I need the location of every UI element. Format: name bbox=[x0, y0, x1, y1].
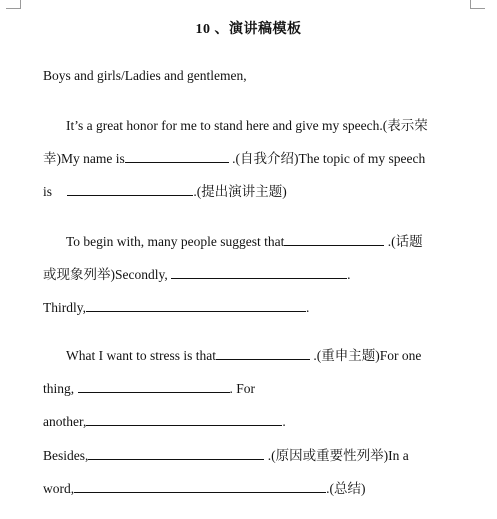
paragraph-3-text-4a: Besides, bbox=[43, 448, 89, 463]
paragraph-3-text-2b: . For bbox=[229, 381, 256, 396]
paragraph-1-line-1 bbox=[66, 117, 428, 135]
greeting-line: Boys and girls/Ladies and gentlemen, bbox=[43, 68, 247, 83]
stress-blank[interactable] bbox=[216, 346, 310, 360]
document-title: 10 、演讲稿模板 bbox=[195, 22, 302, 37]
name-blank[interactable] bbox=[125, 149, 229, 163]
paragraph-1-line-2 bbox=[43, 149, 425, 168]
thirdly-blank[interactable] bbox=[86, 298, 306, 312]
paragraph-3-text-5b: .(总结) bbox=[326, 481, 366, 496]
paragraph-3-text-4b: .(原因或重要性列举)In a bbox=[264, 448, 409, 463]
paragraph-1-line-3 bbox=[43, 182, 287, 201]
paragraph-3-text-1a: What I want to stress is that bbox=[66, 348, 216, 363]
paragraph-2-text-2b: . bbox=[347, 267, 351, 282]
paragraph-2-text-3a: Thirdly, bbox=[43, 300, 86, 315]
suggestion-blank[interactable] bbox=[284, 232, 384, 246]
paragraph-2-line-1 bbox=[66, 232, 423, 251]
paragraph-2-text-1b: .(话题 bbox=[384, 234, 423, 249]
paragraph-3-line-2 bbox=[43, 379, 255, 398]
paragraph-3-text-3b: . bbox=[282, 414, 286, 429]
paragraph-3-text-2a: thing, bbox=[43, 381, 78, 396]
for-one-thing-blank[interactable] bbox=[78, 379, 230, 393]
paragraph-3-text-3a: another, bbox=[43, 414, 87, 429]
paragraph-3-line-4 bbox=[43, 446, 409, 465]
page-corner-mark-left bbox=[6, 0, 21, 9]
paragraph-1-text-1: It’s a great honor for me to stand here and give my speech.(表示荣 bbox=[66, 118, 428, 133]
paragraph-2-text-3b: . bbox=[306, 300, 310, 315]
page-corner-mark-right bbox=[470, 0, 485, 9]
paragraph-1-text-3b: .(提出演讲主题) bbox=[193, 184, 287, 199]
topic-blank[interactable] bbox=[67, 182, 193, 196]
paragraph-2-line-3 bbox=[43, 298, 309, 317]
paragraph-1-text-3a: is bbox=[43, 184, 56, 199]
paragraph-1-text-2a: 幸)My name is bbox=[43, 151, 125, 166]
paragraph-3-text-1b: .(重申主题)For one bbox=[309, 348, 422, 363]
paragraph-3-text-5a: word, bbox=[43, 481, 75, 496]
paragraph-2-text-2a: 或现象列举)Secondly, bbox=[43, 267, 172, 282]
paragraph-2-text-1a: To begin with, many people suggest that bbox=[66, 234, 285, 249]
besides-blank[interactable] bbox=[88, 446, 264, 460]
paragraph-1-text-2b: .(自我介绍)The topic of my speech bbox=[228, 151, 426, 166]
paragraph-3-line-3 bbox=[43, 412, 286, 431]
paragraph-3-line-1 bbox=[66, 346, 421, 365]
paragraph-3-line-5 bbox=[43, 479, 366, 498]
paragraph-2-line-2 bbox=[43, 265, 351, 284]
another-blank[interactable] bbox=[86, 412, 282, 426]
in-a-word-blank[interactable] bbox=[74, 479, 326, 493]
secondly-blank[interactable] bbox=[171, 265, 347, 279]
